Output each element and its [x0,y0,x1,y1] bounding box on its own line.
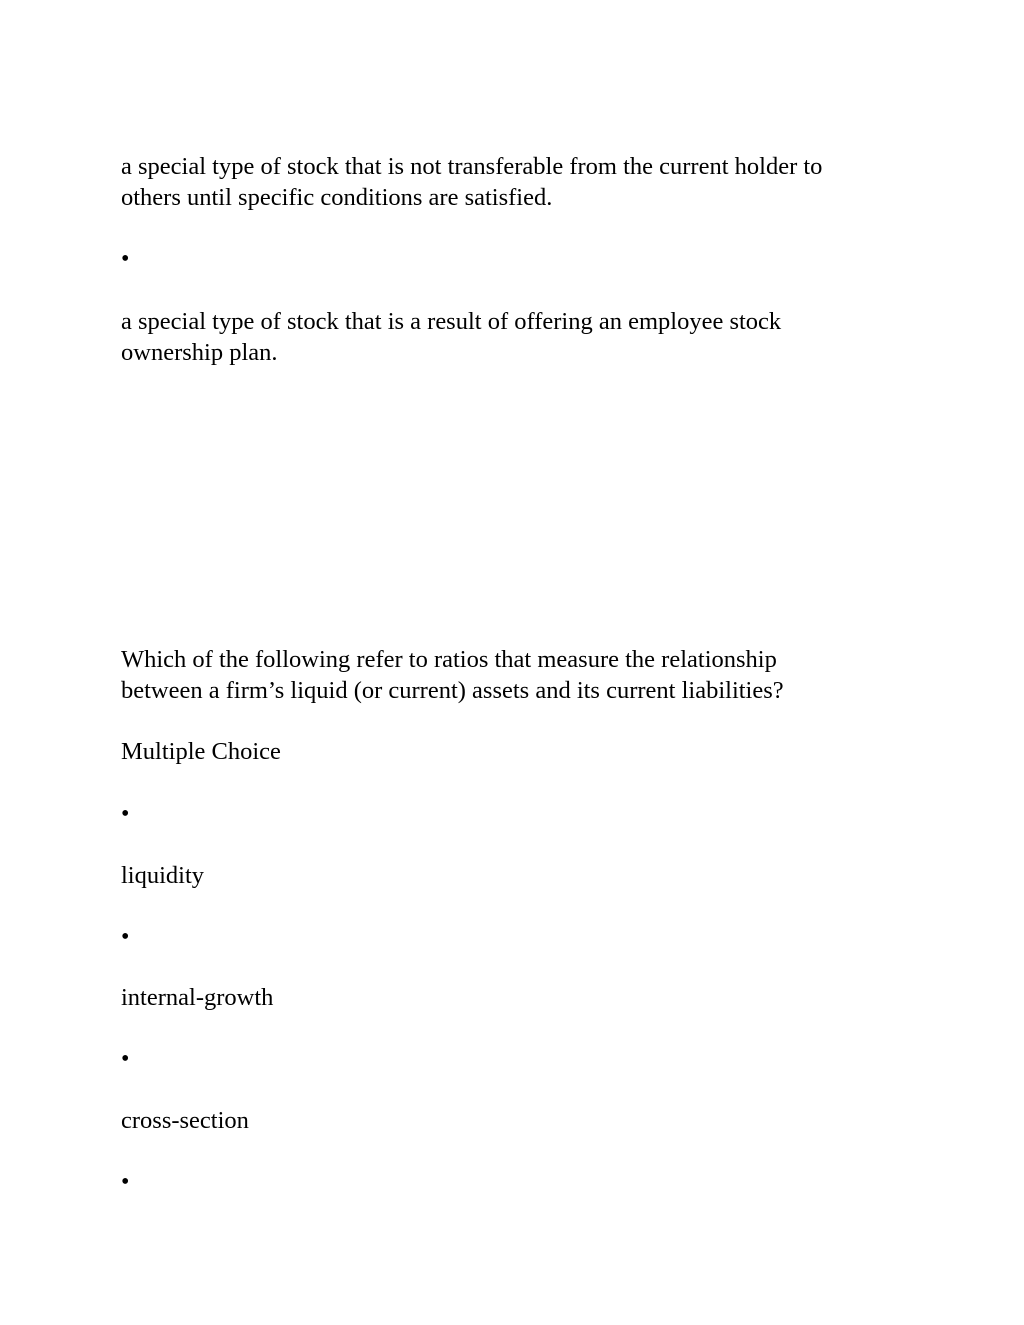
option-bullet: • [121,801,130,827]
option-bullet: • [121,1046,130,1072]
option-bullet: • [121,924,130,950]
option-cross-section: cross-section [121,1107,249,1134]
option-text-line: a special type of stock that is not transferable from the current holder to [121,153,823,180]
question-format-label: Multiple Choice [121,738,281,765]
option-text-line: a special type of stock that is a result of offering an employee stock [121,308,782,335]
option-bullet: • [121,1169,130,1195]
option-bullet: • [121,246,130,272]
option-internal-growth: internal-growth [121,984,274,1011]
question-text-line: Which of the following refer to ratios that measure the relationship [121,646,777,673]
option-text-line: ownership plan. [121,339,278,366]
option-liquidity: liquidity [121,862,205,889]
option-text-line: others until specific conditions are satisfied. [121,184,553,211]
question-text-line: between a firm’s liquid (or current) assets and its current liabilities? [121,677,784,704]
